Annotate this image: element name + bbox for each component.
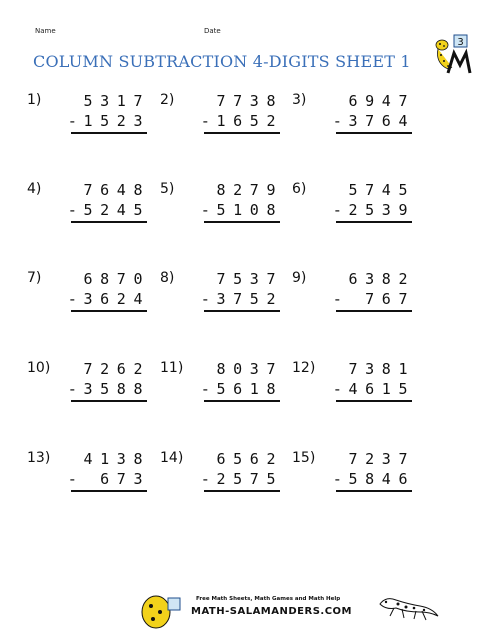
digit: 7 bbox=[266, 270, 276, 288]
minus-sign: - bbox=[69, 290, 75, 308]
subtrahend bbox=[81, 290, 145, 308]
digit: 1 bbox=[216, 112, 226, 130]
digit: 2 bbox=[100, 201, 110, 219]
subtraction-problem bbox=[27, 270, 145, 330]
minuend bbox=[214, 181, 278, 199]
digit: 3 bbox=[83, 290, 93, 308]
digit: 1 bbox=[381, 380, 391, 398]
minus-sign: - bbox=[202, 290, 208, 308]
digit: 1 bbox=[100, 450, 110, 468]
digit: 8 bbox=[266, 92, 276, 110]
digit: 7 bbox=[83, 360, 93, 378]
digit: 6 bbox=[398, 470, 408, 488]
minuend bbox=[214, 270, 278, 288]
answer-line bbox=[71, 490, 147, 492]
digit: 5 bbox=[83, 92, 93, 110]
digit: 0 bbox=[233, 360, 243, 378]
subtraction-problem bbox=[292, 450, 410, 510]
digit: 8 bbox=[365, 470, 375, 488]
subtraction-problem bbox=[292, 270, 410, 330]
answer-line bbox=[204, 221, 280, 223]
digit: 6 bbox=[83, 270, 93, 288]
digit: 3 bbox=[381, 450, 391, 468]
subtraction-problem bbox=[160, 360, 278, 420]
digit: 4 bbox=[116, 201, 126, 219]
digit: 6 bbox=[381, 290, 391, 308]
answer-line bbox=[336, 221, 412, 223]
digit: 7 bbox=[398, 290, 408, 308]
digit: 3 bbox=[116, 450, 126, 468]
digit bbox=[346, 290, 360, 308]
digit: 3 bbox=[249, 92, 259, 110]
digit: 8 bbox=[133, 380, 143, 398]
digit: 5 bbox=[348, 470, 358, 488]
subtraction-problem bbox=[27, 450, 145, 510]
problem-number: 6) bbox=[292, 181, 307, 197]
digit: 3 bbox=[381, 201, 391, 219]
name-label: Name bbox=[35, 27, 56, 35]
minus-sign: - bbox=[69, 112, 75, 130]
digit: 7 bbox=[133, 92, 143, 110]
digit: 6 bbox=[100, 470, 110, 488]
digit: 4 bbox=[381, 92, 391, 110]
digit: 5 bbox=[100, 380, 110, 398]
footer-site-name: MATH-SALAMANDERS.COM bbox=[191, 606, 352, 617]
subtraction-problem bbox=[27, 181, 145, 241]
minuend bbox=[346, 181, 410, 199]
minus-sign: - bbox=[334, 470, 340, 488]
minus-sign: - bbox=[202, 112, 208, 130]
digit: 7 bbox=[233, 290, 243, 308]
digit: 8 bbox=[216, 360, 226, 378]
digit: 7 bbox=[83, 181, 93, 199]
answer-line bbox=[336, 400, 412, 402]
digit: 3 bbox=[365, 270, 375, 288]
digit: 3 bbox=[100, 92, 110, 110]
answer-line bbox=[204, 132, 280, 134]
digit: 2 bbox=[266, 290, 276, 308]
digit: 6 bbox=[233, 380, 243, 398]
digit: 5 bbox=[83, 201, 93, 219]
minuend bbox=[81, 270, 145, 288]
digit: 7 bbox=[249, 181, 259, 199]
digit: 0 bbox=[133, 270, 143, 288]
footer-tagline: Free Math Sheets, Math Games and Math Help bbox=[196, 596, 341, 602]
subtrahend bbox=[346, 201, 410, 219]
digit: 9 bbox=[398, 201, 408, 219]
digit: 6 bbox=[348, 92, 358, 110]
answer-line bbox=[336, 310, 412, 312]
digit: 8 bbox=[133, 450, 143, 468]
minus-sign: - bbox=[334, 201, 340, 219]
digit: 2 bbox=[266, 450, 276, 468]
problem-number: 5) bbox=[160, 181, 175, 197]
digit: 5 bbox=[266, 470, 276, 488]
digit: 4 bbox=[381, 181, 391, 199]
date-label: Date bbox=[204, 27, 221, 35]
digit: 3 bbox=[133, 470, 143, 488]
digit: 9 bbox=[365, 92, 375, 110]
subtraction-problem bbox=[27, 92, 145, 152]
minuend bbox=[346, 450, 410, 468]
digit: 5 bbox=[348, 181, 358, 199]
digit: 4 bbox=[133, 290, 143, 308]
problem-number: 15) bbox=[292, 450, 316, 466]
digit: 8 bbox=[133, 181, 143, 199]
minuend bbox=[346, 92, 410, 110]
digit: 1 bbox=[249, 380, 259, 398]
digit: 3 bbox=[249, 270, 259, 288]
digit: 7 bbox=[116, 270, 126, 288]
minus-sign: - bbox=[69, 201, 75, 219]
digit: 4 bbox=[348, 380, 358, 398]
subtrahend bbox=[346, 470, 410, 488]
minus-sign: - bbox=[334, 290, 340, 308]
answer-line bbox=[204, 490, 280, 492]
problem-number: 1) bbox=[27, 92, 42, 108]
digit: 4 bbox=[381, 470, 391, 488]
subtrahend bbox=[214, 201, 278, 219]
digit: 2 bbox=[266, 112, 276, 130]
problem-number: 11) bbox=[160, 360, 184, 376]
digit: 7 bbox=[216, 270, 226, 288]
subtrahend bbox=[81, 470, 145, 488]
digit: 3 bbox=[133, 112, 143, 130]
problem-number: 8) bbox=[160, 270, 175, 286]
digit: 7 bbox=[365, 290, 375, 308]
subtrahend bbox=[214, 112, 278, 130]
problem-number: 2) bbox=[160, 92, 175, 108]
digit: 7 bbox=[365, 112, 375, 130]
page-title: COLUMN SUBTRACTION 4-DIGITS SHEET 1 bbox=[33, 52, 411, 71]
subtraction-problem bbox=[292, 92, 410, 152]
subtraction-problem bbox=[160, 270, 278, 330]
digit: 3 bbox=[365, 360, 375, 378]
answer-line bbox=[336, 132, 412, 134]
digit: 8 bbox=[116, 380, 126, 398]
digit: 2 bbox=[116, 112, 126, 130]
digit: 5 bbox=[398, 380, 408, 398]
digit: 2 bbox=[233, 181, 243, 199]
subtrahend bbox=[214, 380, 278, 398]
digit: 6 bbox=[100, 181, 110, 199]
problem-number: 10) bbox=[27, 360, 51, 376]
digit: 8 bbox=[381, 270, 391, 288]
digit: 2 bbox=[100, 360, 110, 378]
digit: 5 bbox=[216, 201, 226, 219]
digit: 7 bbox=[249, 470, 259, 488]
minuend bbox=[346, 360, 410, 378]
minuend bbox=[346, 270, 410, 288]
problem-number: 3) bbox=[292, 92, 307, 108]
minus-sign: - bbox=[69, 470, 75, 488]
digit: 7 bbox=[365, 181, 375, 199]
digit: 4 bbox=[116, 181, 126, 199]
digit: 1 bbox=[233, 201, 243, 219]
digit: 3 bbox=[216, 290, 226, 308]
digit: 5 bbox=[100, 112, 110, 130]
answer-line bbox=[71, 400, 147, 402]
salamander-outline-icon bbox=[376, 590, 442, 624]
digit: 3 bbox=[348, 112, 358, 130]
digit: 3 bbox=[83, 380, 93, 398]
problem-number: 7) bbox=[27, 270, 42, 286]
digit: 5 bbox=[233, 470, 243, 488]
digit: 9 bbox=[266, 181, 276, 199]
digit: 8 bbox=[100, 270, 110, 288]
subtraction-problem bbox=[292, 181, 410, 241]
digit: 7 bbox=[116, 470, 126, 488]
subtraction-problem bbox=[160, 450, 278, 510]
minus-sign: - bbox=[202, 470, 208, 488]
digit: 2 bbox=[365, 450, 375, 468]
digit: 5 bbox=[398, 181, 408, 199]
answer-line bbox=[336, 490, 412, 492]
digit: 1 bbox=[116, 92, 126, 110]
problem-number: 12) bbox=[292, 360, 316, 376]
answer-line bbox=[71, 132, 147, 134]
digit: 7 bbox=[348, 360, 358, 378]
answer-line bbox=[71, 221, 147, 223]
problem-number: 14) bbox=[160, 450, 184, 466]
answer-line bbox=[204, 310, 280, 312]
subtrahend bbox=[346, 380, 410, 398]
digit: 5 bbox=[233, 270, 243, 288]
answer-line bbox=[204, 400, 280, 402]
answer-line bbox=[71, 310, 147, 312]
digit: 2 bbox=[116, 290, 126, 308]
subtraction-problem bbox=[292, 360, 410, 420]
digit: 8 bbox=[266, 201, 276, 219]
digit: 5 bbox=[216, 380, 226, 398]
minuend bbox=[214, 360, 278, 378]
subtrahend bbox=[346, 112, 410, 130]
minus-sign: - bbox=[202, 380, 208, 398]
problem-number: 13) bbox=[27, 450, 51, 466]
digit: 5 bbox=[133, 201, 143, 219]
subtrahend bbox=[81, 112, 145, 130]
minuend bbox=[81, 450, 145, 468]
minuend bbox=[81, 92, 145, 110]
digit: 1 bbox=[398, 360, 408, 378]
minus-sign: - bbox=[334, 112, 340, 130]
digit: 5 bbox=[249, 290, 259, 308]
digit: 6 bbox=[365, 380, 375, 398]
subtraction-problem bbox=[27, 360, 145, 420]
digit: 4 bbox=[83, 450, 93, 468]
subtrahend bbox=[81, 380, 145, 398]
minuend bbox=[214, 92, 278, 110]
digit: 8 bbox=[216, 181, 226, 199]
digit: 5 bbox=[233, 450, 243, 468]
minus-sign: - bbox=[202, 201, 208, 219]
digit: 6 bbox=[249, 450, 259, 468]
digit: 7 bbox=[266, 360, 276, 378]
digit bbox=[81, 470, 95, 488]
logo-badge-number: 3 bbox=[457, 37, 464, 48]
digit: 1 bbox=[83, 112, 93, 130]
digit: 6 bbox=[233, 112, 243, 130]
digit: 2 bbox=[133, 360, 143, 378]
digit: 7 bbox=[398, 92, 408, 110]
salamander-logo-icon bbox=[428, 31, 472, 75]
digit: 8 bbox=[266, 380, 276, 398]
minus-sign: - bbox=[334, 380, 340, 398]
subtrahend bbox=[214, 290, 278, 308]
digit: 7 bbox=[216, 92, 226, 110]
digit: 4 bbox=[398, 112, 408, 130]
digit: 6 bbox=[381, 112, 391, 130]
digit: 6 bbox=[100, 290, 110, 308]
digit: 7 bbox=[233, 92, 243, 110]
digit: 6 bbox=[116, 360, 126, 378]
minus-sign: - bbox=[69, 380, 75, 398]
subtraction-problem bbox=[160, 181, 278, 241]
problem-number: 9) bbox=[292, 270, 307, 286]
digit: 5 bbox=[249, 112, 259, 130]
minuend bbox=[214, 450, 278, 468]
minuend bbox=[81, 360, 145, 378]
problem-number: 4) bbox=[27, 181, 42, 197]
digit: 2 bbox=[348, 201, 358, 219]
subtraction-problem bbox=[160, 92, 278, 152]
minuend bbox=[81, 181, 145, 199]
digit: 3 bbox=[249, 360, 259, 378]
subtrahend bbox=[81, 201, 145, 219]
digit: 7 bbox=[398, 450, 408, 468]
subtrahend bbox=[214, 470, 278, 488]
digit: 5 bbox=[365, 201, 375, 219]
digit: 7 bbox=[348, 450, 358, 468]
digit: 8 bbox=[381, 360, 391, 378]
digit: 2 bbox=[398, 270, 408, 288]
digit: 6 bbox=[348, 270, 358, 288]
digit: 0 bbox=[249, 201, 259, 219]
digit: 2 bbox=[216, 470, 226, 488]
digit: 6 bbox=[216, 450, 226, 468]
subtrahend bbox=[346, 290, 410, 308]
